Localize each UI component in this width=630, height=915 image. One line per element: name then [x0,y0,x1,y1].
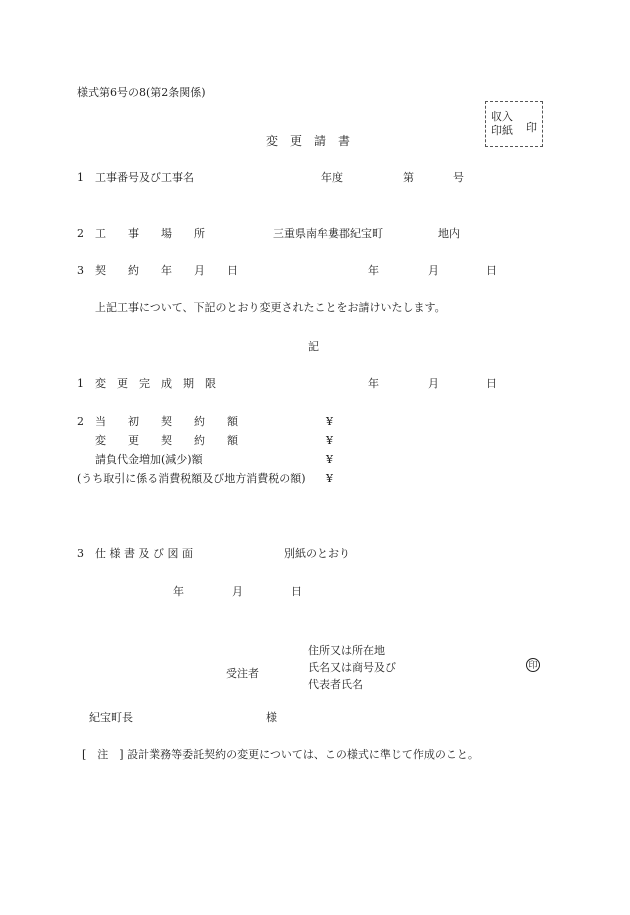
completion-day: 日 [486,377,497,390]
work-number-year: 年度 [321,171,343,184]
address-label: 住所又は所在地 [308,644,385,657]
difference-amount-yen: ¥ [326,453,333,466]
stamp-mark: 印 [526,121,537,134]
document-title: 変 更 請 書 [266,134,351,148]
representative-label: 代表者氏名 [308,678,363,691]
ki-heading: 記 [308,340,319,353]
original-amount-yen: ¥ [326,415,333,428]
tax-amount-label: (うち取引に係る消費税額及び地方消費税の額) [77,472,306,485]
footnote: [ 注 ] 設計業務等委託契約の変更については、この様式に準じて作成のこと。 [82,748,479,761]
changed-amount-label: 変 更 契 約 額 [95,434,238,447]
work-place-value: 三重県南牟婁郡紀宝町 [273,227,383,240]
original-amount-label: 2 当 初 契 約 額 [77,415,238,428]
work-place-label: 2 工 事 場 所 [77,227,205,240]
statement: 上記工事について、下記のとおり変更されたことをお請けいたします。 [95,301,446,314]
work-number-label: 1 工事番号及び工事名 [77,171,194,184]
contract-date-month: 月 [428,264,439,277]
contractor-address-block [308,642,396,693]
work-number-go: 号 [453,171,464,184]
completion-year: 年 [368,377,379,390]
work-number-dai: 第 [403,171,414,184]
contractor-label: 受注者 [226,667,259,680]
contract-date-year: 年 [368,264,379,277]
spec-drawings-label: 3 仕 様 書 及 び 図 面 [77,547,193,560]
date-month: 月 [232,585,243,598]
changed-amount-yen: ¥ [326,434,333,447]
contract-date-label: 3 契 約 年 月 日 [77,264,238,277]
addressee-name: 紀宝町長 [89,711,133,724]
revenue-stamp-label: 収入 印紙 [491,110,513,137]
addressee-honorific: 様 [266,711,277,724]
form-id: 様式第6号の8(第2条関係) [77,86,206,99]
work-place-suffix: 地内 [438,227,460,240]
completion-month: 月 [428,377,439,390]
spec-drawings-value: 別紙のとおり [284,547,350,560]
date-day: 日 [291,585,302,598]
completion-period-label: 1 変 更 完 成 期 限 [77,377,216,390]
revenue-stamp-box [485,101,543,147]
difference-amount-label: 請負代金増加(減少)額 [95,453,203,466]
tax-amount-yen: ¥ [326,472,333,485]
seal-icon: 印 [526,658,540,672]
contract-date-day: 日 [486,264,497,277]
date-year: 年 [173,585,184,598]
name-label: 氏名又は商号及び [308,661,396,674]
